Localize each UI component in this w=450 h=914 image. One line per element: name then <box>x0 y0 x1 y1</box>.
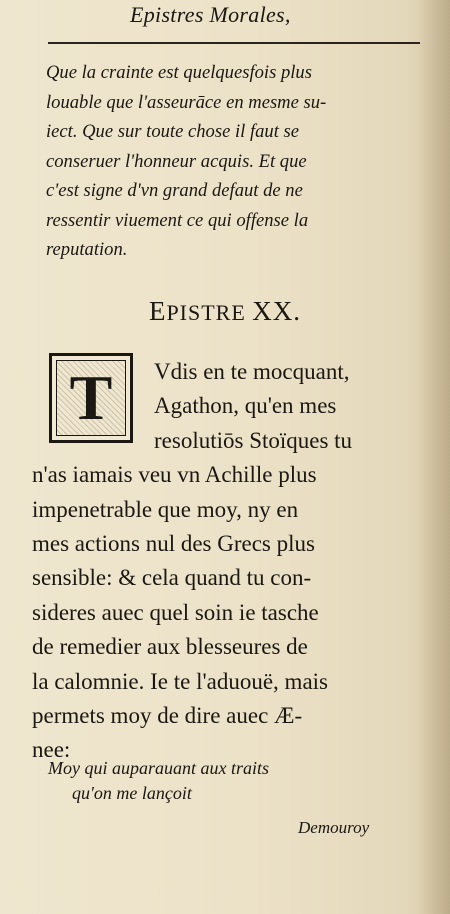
initial-letter: T <box>69 362 113 433</box>
verse-quote <box>48 756 418 806</box>
summary-line: reputation. <box>46 239 128 260</box>
title-initial: E <box>148 296 167 326</box>
summary-line: ressentir viuement ce qui offense la <box>46 209 309 231</box>
summary-line: c'est signe d'vn grand defaut de ne <box>46 180 303 201</box>
summary-line: iect. Que sur toute chose il faut se <box>46 121 300 142</box>
body-line: sideres auec quel soin ie tasche <box>32 599 319 625</box>
body-text <box>32 355 417 768</box>
body-line: Vdis en te mocquant, <box>154 359 350 384</box>
body-line: impenetrable que moy, ny en <box>32 496 299 522</box>
body-line: resolutiōs Stoïques tu <box>154 427 353 453</box>
body-line: nee: <box>32 737 71 763</box>
chapter-summary <box>46 58 424 265</box>
summary-line: louable que l'asseurāce en mesme su- <box>46 91 327 113</box>
body-line: permets moy de dire auec Æ- <box>32 703 303 729</box>
body-line: sensible: & cela quand tu con- <box>32 565 312 591</box>
title-number: XX. <box>252 296 302 326</box>
summary-line: Que la crainte est quelquesfois plus <box>46 62 312 83</box>
header-rule <box>48 42 420 44</box>
body-line: la calomnie. Ie te l'aduouë, mais <box>32 668 329 694</box>
body-line: Agathon, qu'en mes <box>154 393 337 419</box>
catchword: Demouroy <box>298 818 370 837</box>
verse-line: Moy qui auparauant aux traits <box>48 758 269 778</box>
running-header: Epistres Morales, <box>130 2 291 27</box>
title-word: PISTRE <box>166 300 246 325</box>
verse-line: qu'on me lançoit <box>72 783 192 803</box>
body-line: de remedier aux blesseures de <box>32 634 308 660</box>
body-line: n'as iamais veu vn Achille plus <box>32 462 317 488</box>
body-line: mes actions nul des Grecs plus <box>32 531 315 557</box>
chapter-title <box>0 296 450 327</box>
summary-line: conseruer l'honneur acquis. Et que <box>46 150 307 172</box>
